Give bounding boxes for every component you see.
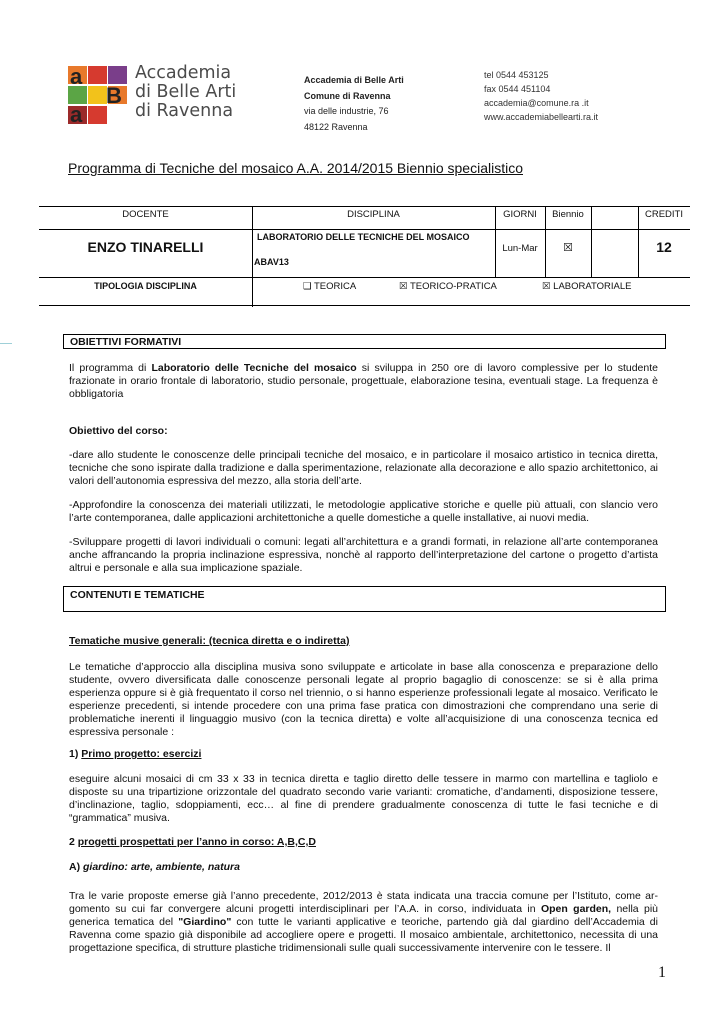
tematiche-heading: Tematiche musive generali: (tecnica diretta e o indiretta) [69,635,350,647]
logo-line: Accademia [135,63,232,83]
logo-letter: a [70,102,83,127]
section-contenuti: CONTENUTI E TEMATICHE [63,586,666,612]
option-teorica: ❑ TEORICA [303,281,357,292]
text-span: nella più generica tematica del [69,903,658,928]
credits-value: 12 [656,239,672,255]
contacts-block [484,68,599,122]
second-project-heading [69,836,658,849]
header-disciplina: DISCIPLINA [347,209,400,220]
logo-letter: B [106,83,122,108]
text-span: 1) [69,748,82,760]
page-title: Programma di Tecniche del mosaico A.A. 2014/2015 Biennio specialistico [68,160,523,176]
section-obiettivi: OBIETTIVI FORMATIVI [63,334,666,349]
logo-wordmark [135,64,236,121]
objective-paragraph-1: -dare allo studente le conoscenze delle principali tecniche del mosaico, e in particolare il mosaico artistico in tecnica diretta, tecniche che sono ispirate dalla tradizione e dalla sperimentazione, relazionate alla decorazione e allo spazio architettonico, ai valori dell’autonomia espressiva del mezzo, alla storia dell’arte. [69,449,658,487]
tematiche-paragraph: Le tematiche d’approccio alla disciplina musiva sono sviluppate e articolate in base alla conoscenza e preparazione dello studente, ovvero diversificata dalle conoscenze personali legate al proprio bagaglio di conoscenze: se si è alla prima esperienza oppure si è già frequentato il corso nel triennio, o si hanno esperienze professionali legate al mosaico. Verificato le esperienze precedenti, si intende procedere con una prima fase pratica con dimostrazioni che comprendano una serie di problematiche inerenti il linguaggio musivo (con la tecnica diretta) e volte all’acquisizione di una conoscenza tecnica ed espressiva personale : [69,661,658,738]
address-line: Comune di Ravenna [304,90,391,101]
text-span: Tra le varie proposte emerse già l’anno precedente, 2012/2013 è stata indicata una traccia comune per l’Istituto, come ar-gomento su cui far convergere alcuni progetti interdisciplinari per l’A.A. in corso, individuata in [69,890,658,915]
biennio-checkbox: ☒ [563,242,573,254]
logo-line: di Ravenna [135,101,234,121]
option-teorico-pratica: ☒ TEORICO-PRATICA [399,281,497,292]
header-biennio: Biennio [552,209,584,220]
text-span-italic: giardino: arte, ambiente, natura [83,861,240,873]
academy-logo [68,64,128,127]
discipline-code: ABAV13 [254,257,289,267]
logo-tile [108,66,127,84]
days-value: Lun-Mar [502,243,538,254]
objective-heading: Obiettivo del corso: [69,425,168,437]
text-span-bold: "Giardino" [178,916,232,928]
margin-mark [0,343,12,344]
logo-line: di Belle Arti [135,82,237,102]
text-span-underline: Primo progetto: esercizi [81,748,202,760]
header-crediti: CREDITI [645,209,683,220]
email-link[interactable]: accademia@comune.ra .it [484,98,589,108]
header-docente: DOCENTE [122,209,169,220]
first-project-paragraph: eseguire alcuni mosaici di cm 33 x 33 in tecnica diretta e taglio diretto delle tessere in marmo con martellina e tagliolo e disposte su una tripartizione orizzontale del quadrato secondo varie varianti: cromatiche, d’andamenti, disposizione tessere, d’inclinazione, taglio, sdoppiamenti, ecc… al fine di prendere gradualmente conoscenza di tutte le fasi tecniche e di “grammatica” musiva. [69,773,658,824]
logo-tile [88,106,107,124]
teacher-name: ENZO TINARELLI [87,239,204,255]
option-laboratoriale: ☒ LABORATORIALE [542,281,632,292]
text-span-underline: progetti prospettati per l’anno in corso: A,B,C,D [77,836,316,848]
objective-paragraph-2: -Approfondire la conoscenza dei materiali utilizzati, le metodologie applicative storiche e quelle più attuali, con slancio vero l’arte contemporanea, dalle applicazioni architettoniche a quelle domestiche a quelle installative, ai nuovi media. [69,499,658,524]
address-line: Accademia di Belle Arti [304,75,404,85]
course-info-table [39,206,690,306]
intro-paragraph [69,362,658,401]
header-giorni: GIORNI [503,209,537,220]
address-line: via delle industrie, 76 [304,106,389,116]
discipline-name: LABORATORIO DELLE TECNICHE DEL MOSAICO [257,232,470,242]
website-link[interactable]: www.accademiabellearti.ra.it [484,112,599,122]
text-span: si sviluppa in 250 ore di lavoro complessive per lo studente frazionate in orario frontale di laboratorio, studio personale, progettuale, elaborazione tesina, eventuali stage. La frequenza è obbligatoria [69,362,658,400]
logo-tile [88,66,107,84]
objective-paragraph-3: -Sviluppare progetti di lavori individuali o comuni: legati all’architettura e a grandi formati, in relazione all’arte contemporanea anche affrancando la propria inclinazione espressiva, nonchè al rapporto dell’interpretazione del cartone o progetto d’artista altrui e personale e alla sua implicazione spaziale. [69,536,658,574]
fax-number: fax 0544 451104 [484,84,551,94]
section-a-heading [69,861,658,874]
phone-number: tel 0544 453125 [484,70,549,80]
text-span: Il programma di [69,362,152,374]
section-a-paragraph [69,890,658,955]
logo-tile [88,86,107,104]
address-block [304,73,404,132]
text-span-bold: Laboratorio delle Tecniche del mosaico [151,362,357,374]
text-span: 2 [69,836,78,848]
address-line: 48122 Ravenna [304,121,368,132]
first-project-heading [69,748,658,761]
page-number: 1 [658,964,666,981]
text-span: con tutte le varianti applicative e teoriche, partendo già dal giardino dell’Accademia di Ravenna come spazio già disponibile ad accogliere opere e progetti. Il mosaico ambientale, architettonico, necessita di una progettazione specifica, di strutture plastiche tridimensionali sulle quali successivamente intervenire con le tessere. Il [69,916,658,954]
text-span: A) [69,861,83,873]
logo-letter: a [70,64,83,89]
tipologia-label: TIPOLOGIA DISCIPLINA [94,281,197,291]
text-span-bold: Open garden, [540,903,612,915]
